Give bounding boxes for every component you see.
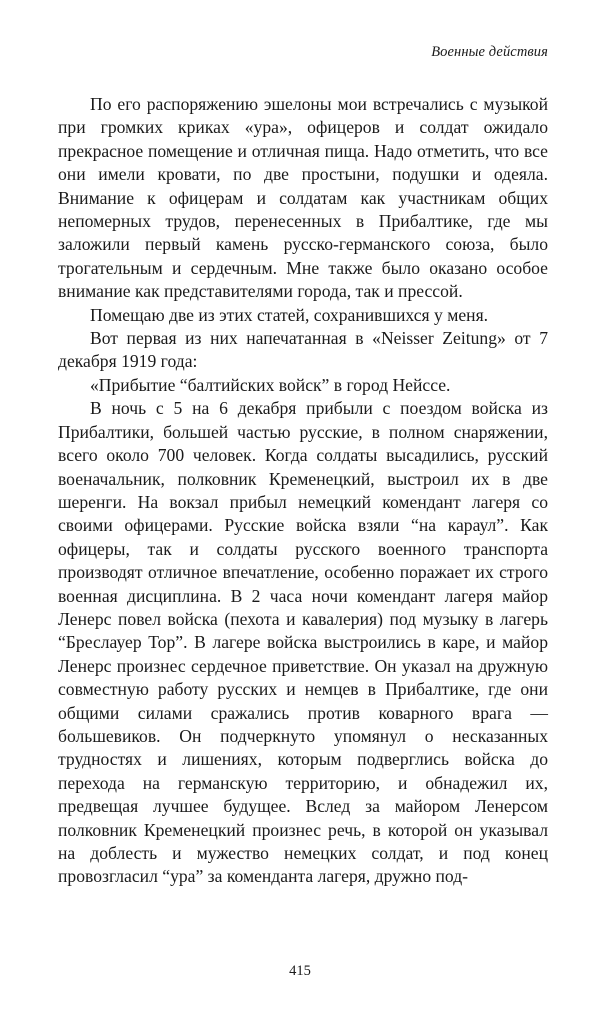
body-text [58, 93, 548, 889]
paragraph: Вот первая из них напечатанная в «Neisser Zeitung» от 7 декабря 1919 года: [58, 328, 548, 372]
paragraph: Помещаю две из этих статей, сохранившихся у меня. [90, 304, 489, 325]
paragraph: По его распоряжению эшелоны мои встречались с музыкой при громких криках «ура», офицеров и солдат ожидало прекрасное помещение и отличная пища. Надо отметить, что все они имели кровати, по две простыни, подушки и одеяла. Внимание к офицерам и солдатам как участникам общих непомерных трудов, перенесенных в Прибалтике, где мы заложили первый камень русско-германского союза, было трогательным и сердечным. Мне также было оказано особое внимание как представителями города, так и прессой. [58, 94, 548, 302]
paragraph: В ночь с 5 на 6 декабря прибыли с поездом войска из Прибалтики, большей частью русские, в полном снаряжении, всего около 700 человек. Когда солдаты высадились, русский военачальник, полковник Кременецкий, выстроил их в две шеренги. На вокзал прибыл немецкий комендант лагеря со своими офицерами. Русские войска взяли “на караул”. Как офицеры, так и солдаты русского военного транспорта производят отличное впечатление, особенно поражает их строго военная дисциплина. В 2 часа ночи комендант лагеря майор Ленерс повел войска (пехота и кавалерия) под музыку в лагерь “Бреслауер Тор”. В лагере войска выстроились в каре, и майор Ленерс произнес сердечное приветствие. Он указал на дружную совместную работу русских и немцев в Прибалтике, где они общими силами сражались против коварного врага — большевиков. Он подчеркнуто упомянул о несказанных трудностях и лишениях, которым подверглись войска до перехода на германскую территорию, и обнадежил их, предвещая лучшее будущее. Вслед за майором Ленерсом полковник Кременецкий произнес речь, в которой он указывал на доблесть и мужество немецких солдат, и под конец провозгласил “ура” за коменданта лагеря, дружно под- [58, 398, 548, 887]
quote-title: «Прибытие “балтийских войск” в город Нейссе. [90, 374, 451, 395]
page-number: 415 [289, 963, 311, 979]
running-header: Военные действия [431, 44, 548, 60]
